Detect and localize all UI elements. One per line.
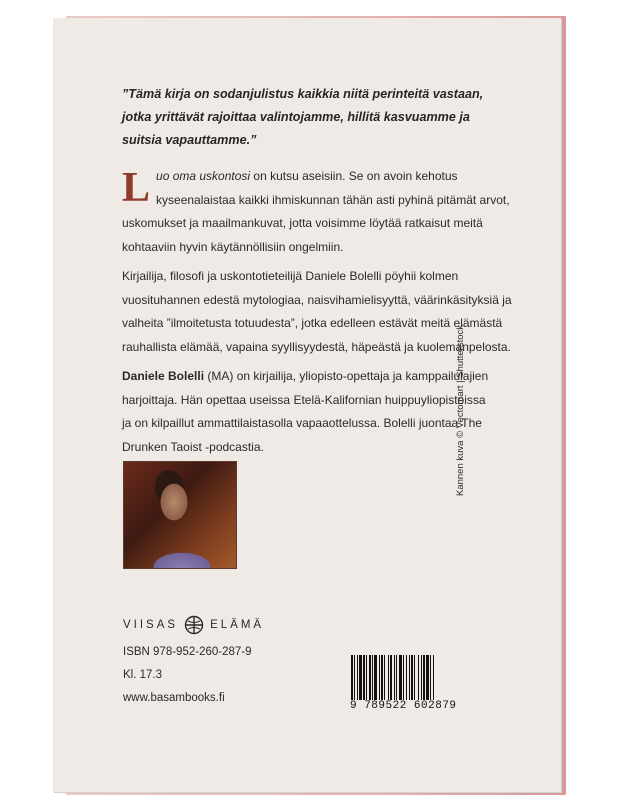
cover-credit: Kannen kuva © Vectomart | Shutterstock xyxy=(455,324,466,496)
isbn-barcode xyxy=(348,655,466,713)
isbn: ISBN 978-952-260-287-9 xyxy=(123,646,252,658)
author-line-rest: (MA) on kirjailija, yliopisto-opettaja ja kamppailulajien xyxy=(204,369,489,383)
intro-line: uskomukset ja maailmankuvat, jotta voisimme löytää ratkaisut meitä xyxy=(122,216,483,230)
description-line: valheita ”ilmoitetusta totuudesta”, jotka edelleen estävät meitä elämästä xyxy=(122,316,503,330)
library-class: Kl. 17.3 xyxy=(123,669,162,681)
drop-cap: L xyxy=(122,165,151,211)
barcode-digits: 9 789522 602879 xyxy=(348,700,468,712)
description-line: rauhallista elämää, vapaina syyllisyydestä, häpeästä ja kuolemanpelosta. xyxy=(122,339,511,354)
intro-line: kohtaaviin hyvin käytännöllisiin ongelmiin. xyxy=(122,239,344,254)
logo-text-left: VIISAS xyxy=(123,619,179,631)
intro-line: kyseenalaistaa kaikki ihmiskunnan tähän asti pyhinä pitämät arvot, xyxy=(156,192,510,207)
description-line: vuosituhannen edestä mytologiaa, naisvihamielisyyttä, väärinkäsityksiä ja xyxy=(122,292,512,307)
quote-line: jotka yrittävät rajoittaa valintojamme, hillitä kasvuamme ja xyxy=(122,110,470,124)
book-title-italic: uo oma uskontosi xyxy=(156,169,251,183)
description-line: Kirjailija, filosofi ja uskontotieteilijä Daniele Bolelli pöyhii kolmen xyxy=(122,269,459,283)
author-line: Drunken Taoist -podcastia. xyxy=(122,439,264,454)
publisher-logo xyxy=(123,614,264,636)
intro-line xyxy=(122,165,514,189)
author-name: Daniele Bolelli xyxy=(122,369,205,383)
intro-line-rest: on kutsu aseisiin. Se on avoin kehotus xyxy=(250,169,458,183)
author-line: ja on kilpaillut ammattilaistasolla vapaaottelussa. Bolelli juontaa The xyxy=(122,416,482,430)
quote-line: ”Tämä kirja on sodanjulistus kaikkia niitä perinteitä vastaan, xyxy=(122,87,484,101)
logo-text-right: ELÄMÄ xyxy=(210,619,265,631)
cross-circle-icon xyxy=(184,615,204,635)
publisher-website: www.basambooks.fi xyxy=(123,692,225,704)
blurb-quote xyxy=(122,83,507,152)
author-photo xyxy=(123,461,237,569)
intro-paragraph xyxy=(122,165,514,259)
author-line: harjoittaja. Hän opettaa useissa Etelä-Kalifornian huippuyliopistoissa xyxy=(122,392,486,407)
quote-line: suitsia vapauttamme.” xyxy=(122,133,257,147)
